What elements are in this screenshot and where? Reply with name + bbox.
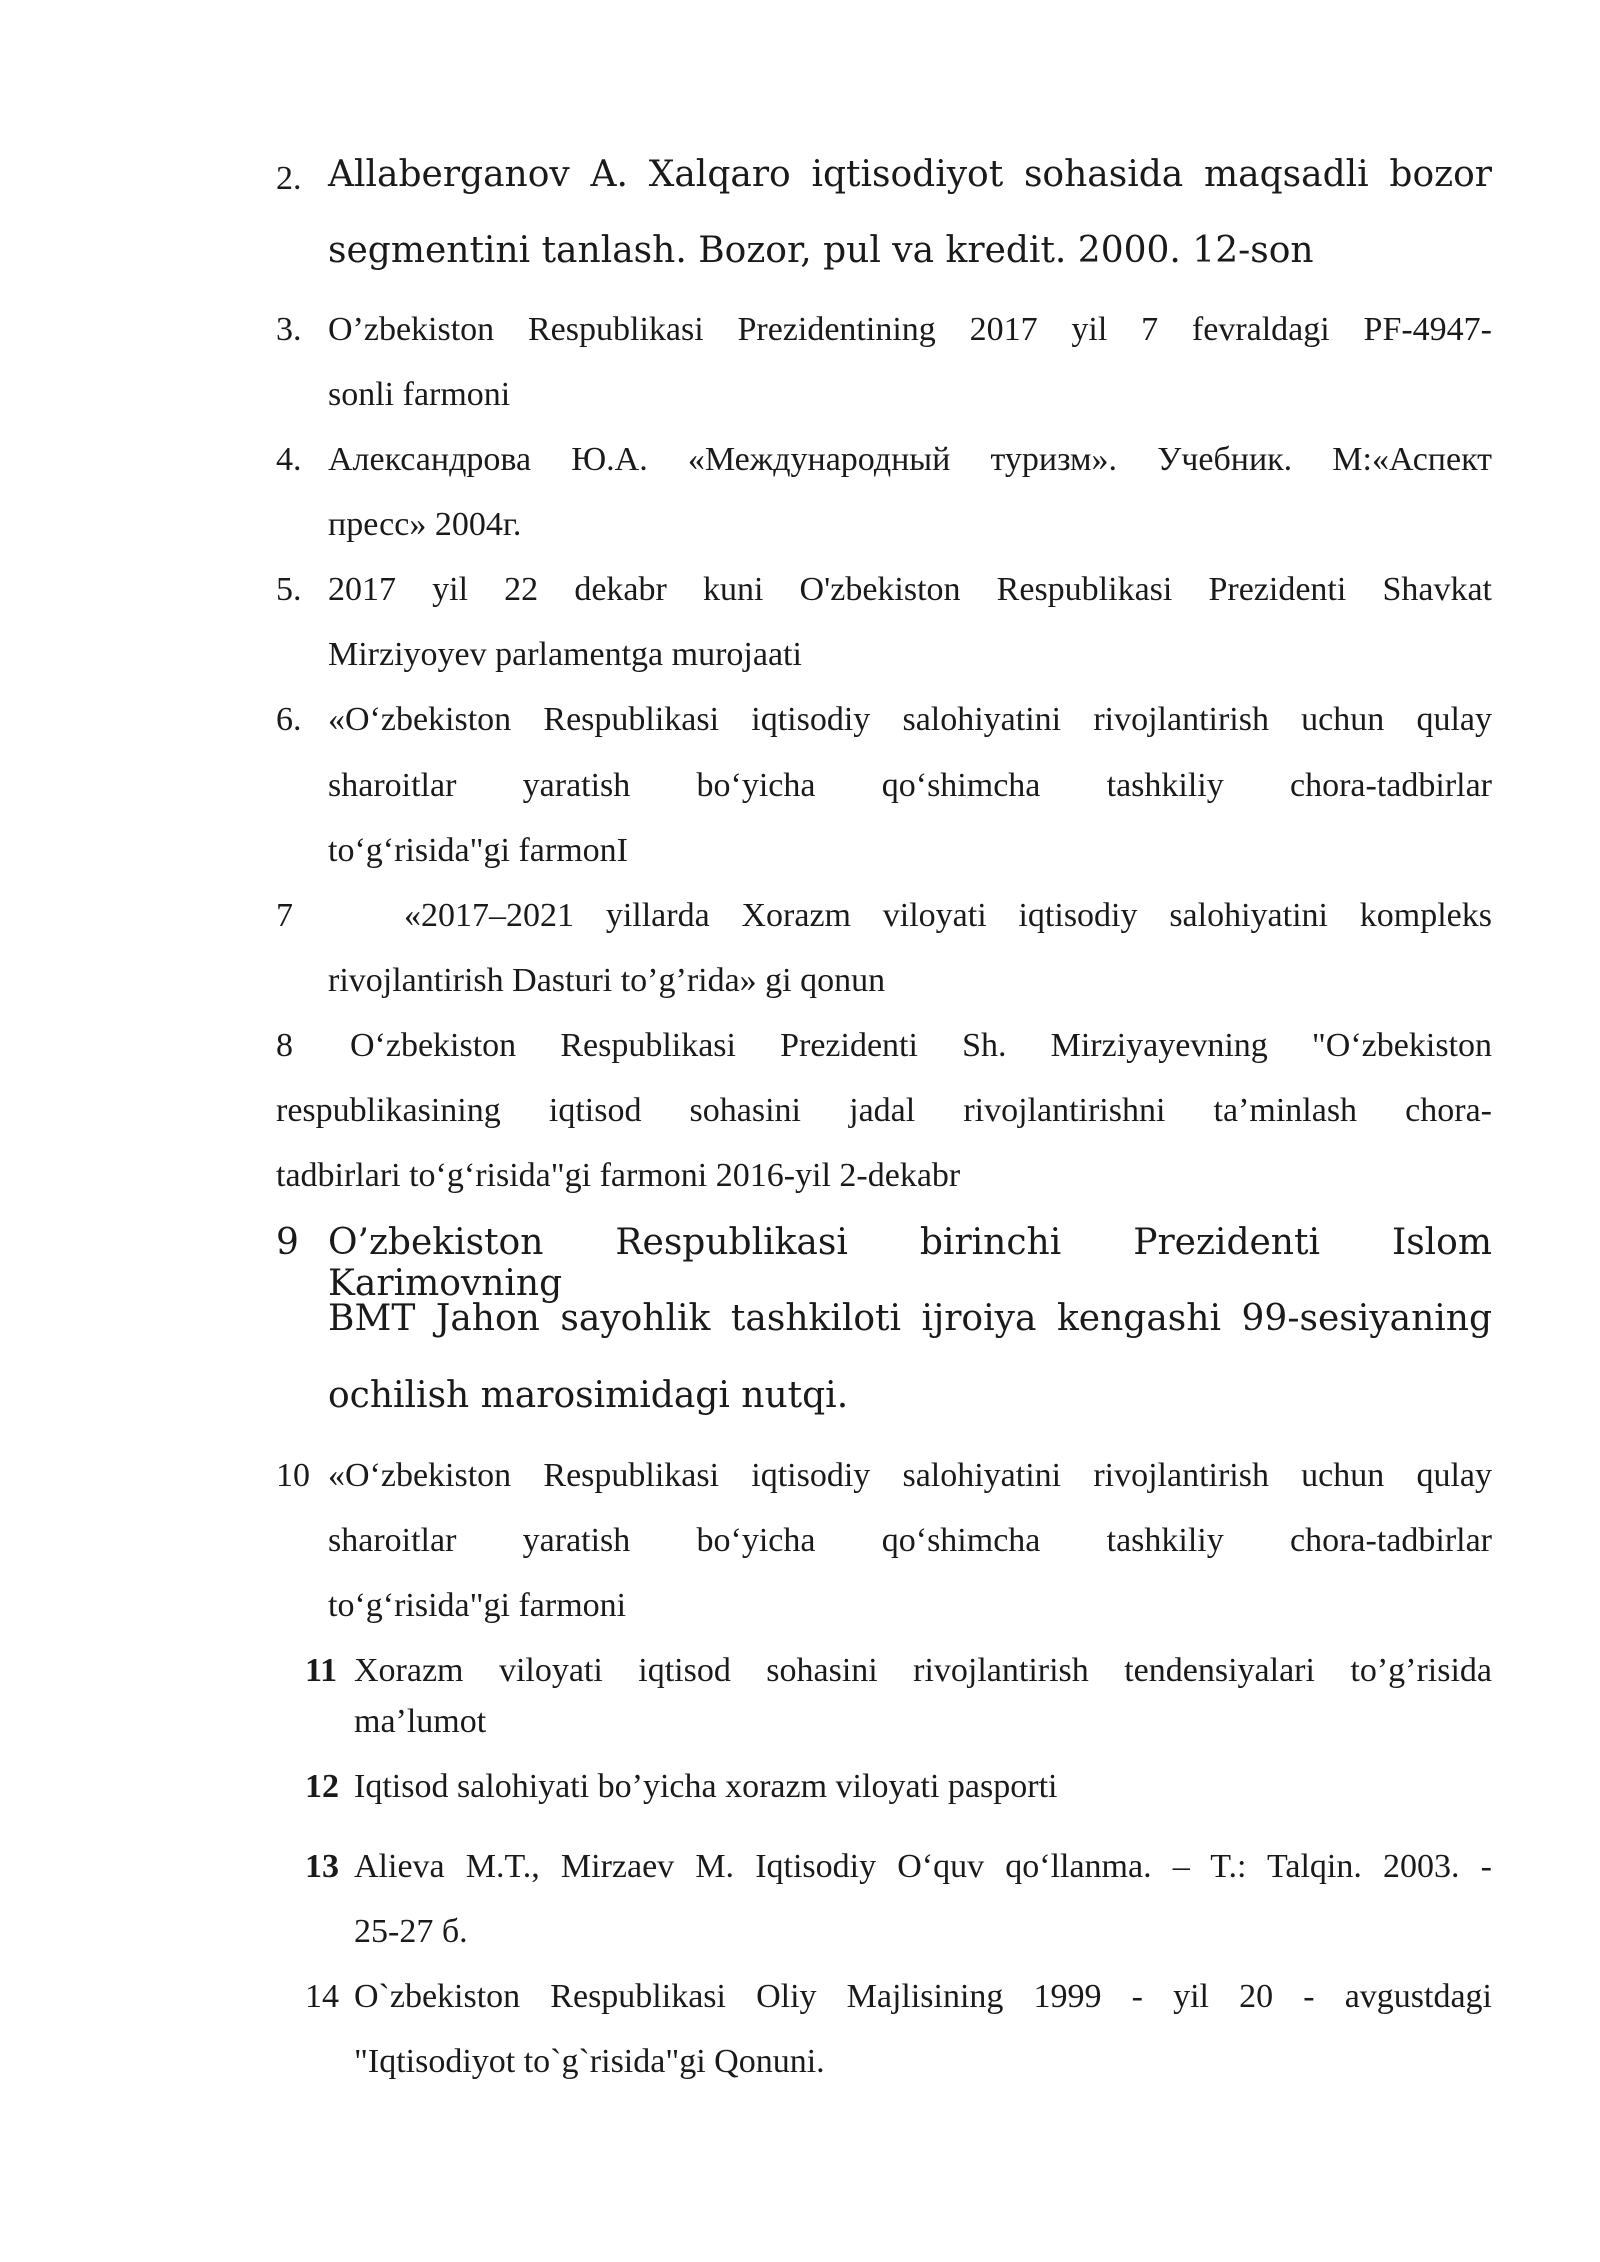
reference-text-line: sonli farmoni <box>328 376 511 413</box>
reference-number: 10 <box>276 1457 310 1494</box>
reference-text-line: sharoitlar yaratish bo‘yicha qo‘shimcha tashkiliy chora-tadbirlar <box>328 767 1492 804</box>
reference-number: 7 <box>276 897 293 934</box>
reference-number: 14 <box>305 1978 339 2015</box>
reference-text-line: to‘g‘risida"gi farmonI <box>328 832 628 869</box>
reference-text-line: to‘g‘risida"gi farmoni <box>328 1587 627 1624</box>
reference-text-line: Mirziyoyev parlamentga murojaati <box>328 636 802 673</box>
reference-text-line: sharoitlar yaratish bo‘yicha qo‘shimcha tashkiliy chora-tadbirlar <box>328 1522 1492 1559</box>
reference-number: 5. <box>276 571 302 608</box>
reference-text-line: O’zbekiston Respublikasi birinchi Prezidenti Islom Karimovning <box>328 1222 1492 1304</box>
reference-text-line: Iqtisod salohiyati bo’yicha xorazm viloyati pasporti <box>354 1768 1058 1805</box>
reference-number: 6. <box>276 701 302 738</box>
reference-number: 2. <box>276 160 302 197</box>
reference-text-line: O‘zbekiston Respublikasi Prezidenti Sh. Mirziyayevning "O‘zbekiston <box>350 1027 1492 1064</box>
reference-text-line: rivojlantirish Dasturi to’g’rida» gi qonun <box>328 962 886 999</box>
reference-text-line: «2017–2021 yillarda Xorazm viloyati iqtisodiy salohiyatini kompleks <box>404 897 1492 934</box>
reference-text-line: ochilish marosimidagi nutqi. <box>328 1375 849 1416</box>
reference-text-line: «O‘zbekiston Respublikasi iqtisodiy salohiyatini rivojlantirish uchun qulay <box>328 1457 1492 1494</box>
reference-text-line: O`zbekiston Respublikasi Oliy Majlisining 1999 - yil 20 - avgustdagi <box>354 1978 1492 2015</box>
reference-text-line: BMT Jahon sayohlik tashkiloti ijroiya kengashi 99-sesiyaning <box>328 1298 1492 1339</box>
reference-text-line: Xorazm viloyati iqtisod sohasini rivojlantirish tendensiyalari to’g’risida <box>354 1652 1492 1689</box>
reference-text-line: 2017 yil 22 dekabr kuni O'zbekiston Respublikasi Prezidenti Shavkat <box>328 571 1492 608</box>
reference-text-line: tadbirlari to‘g‘risida"gi farmoni 2016-yil 2-dekabr <box>276 1157 961 1194</box>
reference-text-line: «O‘zbekiston Respublikasi iqtisodiy salohiyatini rivojlantirish uchun qulay <box>328 701 1492 738</box>
reference-text-line: пресс» 2004г. <box>328 506 522 543</box>
reference-text-line: respublikasining iqtisod sohasini jadal rivojlantirishni ta’minlash chora- <box>276 1092 1492 1129</box>
reference-text-line: Alieva M.T., Mirzaev M. Iqtisodiy O‘quv qo‘llanma. – T.: Talqin. 2003. - <box>354 1848 1492 1885</box>
reference-number: 11 <box>305 1652 338 1689</box>
reference-text-line: "Iqtisodiyot to`g`risida"gi Qonuni. <box>354 2043 825 2080</box>
reference-text-line: O’zbekiston Respublikasi Prezidentining 2017 yil 7 fevraldagi PF-4947- <box>328 311 1492 348</box>
reference-number: 8 <box>276 1027 293 1064</box>
reference-number: 3. <box>276 311 302 348</box>
reference-number: 13 <box>305 1848 339 1885</box>
reference-text-line: Allaberganov A. Xalqaro iqtisodiyot sohasida maqsadli bozor <box>328 154 1492 195</box>
reference-text-line: segmentini tanlash. Bozor, pul va kredit. 2000. 12-son <box>328 230 1314 271</box>
reference-number: 12 <box>305 1768 339 1805</box>
reference-text-line: Александрова Ю.А. «Международный туризм». Учебник. М:«Аспект <box>328 441 1492 478</box>
reference-text-line: 25-27 б. <box>354 1913 468 1950</box>
reference-text-line: ma’lumot <box>354 1703 487 1740</box>
reference-number: 4. <box>276 441 302 478</box>
reference-number: 9 <box>276 1222 299 1263</box>
